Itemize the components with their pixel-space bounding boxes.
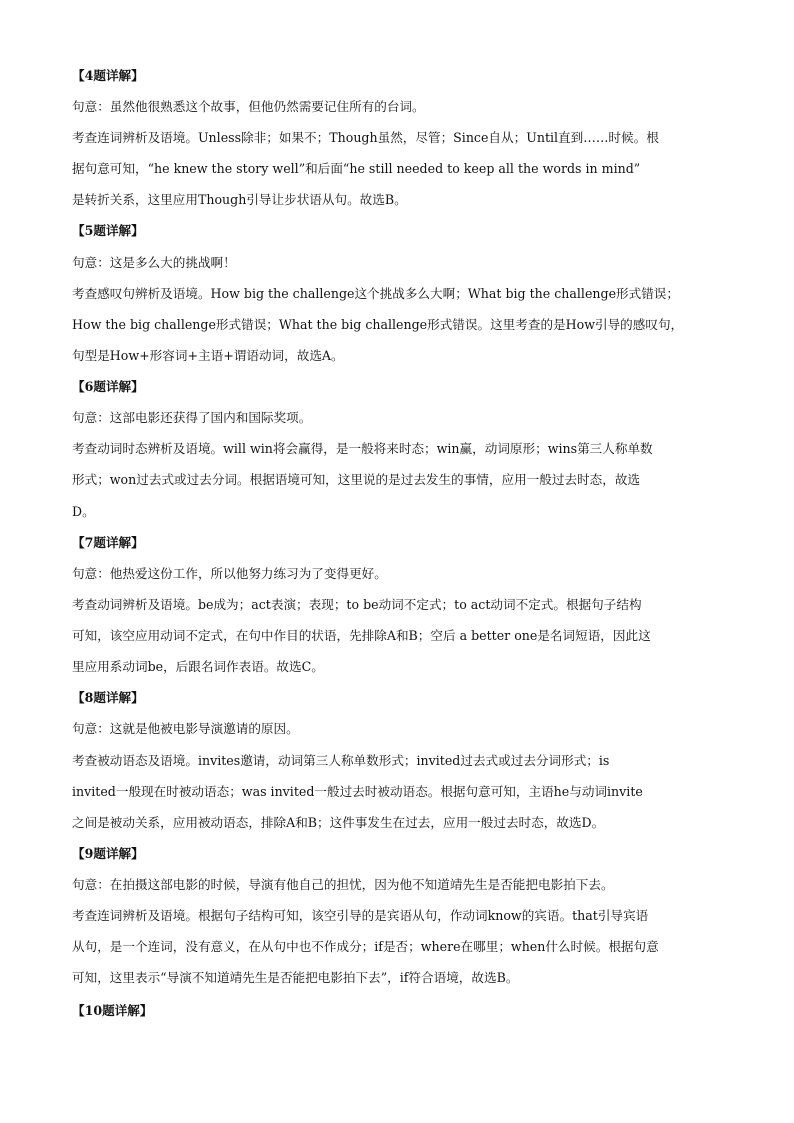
text-line: 考查感叹句辨析及语境。How big the challenge这个挑战多么大啊；What big the challenge形式错误； [72, 286, 679, 301]
text-line: 可知，这里表示“导演不知道靖先生是否能把电影拍下去”，if符合语境，故选B。 [72, 970, 519, 985]
section-heading: 【6题详解】 [72, 379, 144, 394]
text-line: 据句意可知，“he knew the story well”和后面“he still needed to keep all the words in mind” [72, 161, 641, 176]
text-line: 句意：他热爱这份工作，所以他努力练习为了变得更好。 [72, 566, 387, 581]
text-line: 考查连词辨析及语境。Unless除非；如果不；Though虽然，尽管；Since自从；Until直到……时候。根 [72, 130, 659, 145]
text-line: 考查动词辨析及语境。be成为；act表演；表现；to be动词不定式；to act动词不定式。根据句子结构 [72, 597, 642, 612]
text-line: D。 [72, 504, 95, 519]
section-heading: 【10题详解】 [72, 1003, 153, 1018]
text-line: 可知，该空应用动词不定式，在句中作目的状语，先排除A和B；空后 a better one是名词短语，因此这 [72, 628, 651, 643]
text-line: 句意：这是多么大的挑战啊！ [72, 255, 236, 270]
text-line: 考查连词辨析及语境。根据句子结构可知，该空引导的是宾语从句，作动词know的宾语。that引导宾语 [72, 908, 649, 923]
text-line: 形式；won过去式或过去分词。根据语境可知，这里说的是过去发生的事情，应用一般过去时态，故选 [72, 472, 641, 487]
text-line: 句意：虽然他很熟悉这个故事，但他仍然需要记住所有的台词。 [72, 99, 425, 114]
text-line: 考查动词时态辨析及语境。will win将会赢得，是一般将来时态；win赢，动词原形；wins第三人称单数 [72, 441, 653, 456]
section-heading: 【5题详解】 [72, 223, 144, 238]
text-line: How the big challenge形式错误；What the big challenge形式错误。这里考查的是How引导的感叹句， [72, 317, 684, 332]
text-line: 是转折关系，这里应用Though引导让步状语从句。故选B。 [72, 192, 407, 207]
text-line: 句意：在拍摄这部电影的时候，导演有他自己的担忧，因为他不知道靖先生是否能把电影拍下去。 [72, 877, 614, 892]
text-line: 考查被动语态及语境。invites邀请，动词第三人称单数形式；invited过去式或过去分词形式；is [72, 753, 610, 768]
section-heading: 【7题详解】 [72, 535, 144, 550]
text-line: invited一般现在时被动语态；was invited一般过去时被动语态。根据句意可知，主语he与动词invite [72, 784, 643, 799]
section-heading: 【9题详解】 [72, 846, 144, 861]
section-heading: 【4题详解】 [72, 68, 144, 83]
text-line: 之间是被动关系，应用被动语态，排除A和B；这件事发生在过去，应用一般过去时态，故选D。 [72, 815, 605, 830]
text-line: 里应用系动词be，后跟名词作表语。故选C。 [72, 659, 324, 674]
text-line: 句意：这部电影还获得了国内和国际奖项。 [72, 410, 312, 425]
text-line: 句意：这就是他被电影导演邀请的原因。 [72, 721, 299, 736]
text-line: 句型是How+形容词+主语+谓语动词，故选A。 [72, 348, 344, 363]
section-heading: 【8题详解】 [72, 690, 144, 705]
text-line: 从句，是一个连词，没有意义，在从句中也不作成分；if是否；where在哪里；when什么时候。根据句意 [72, 939, 659, 954]
